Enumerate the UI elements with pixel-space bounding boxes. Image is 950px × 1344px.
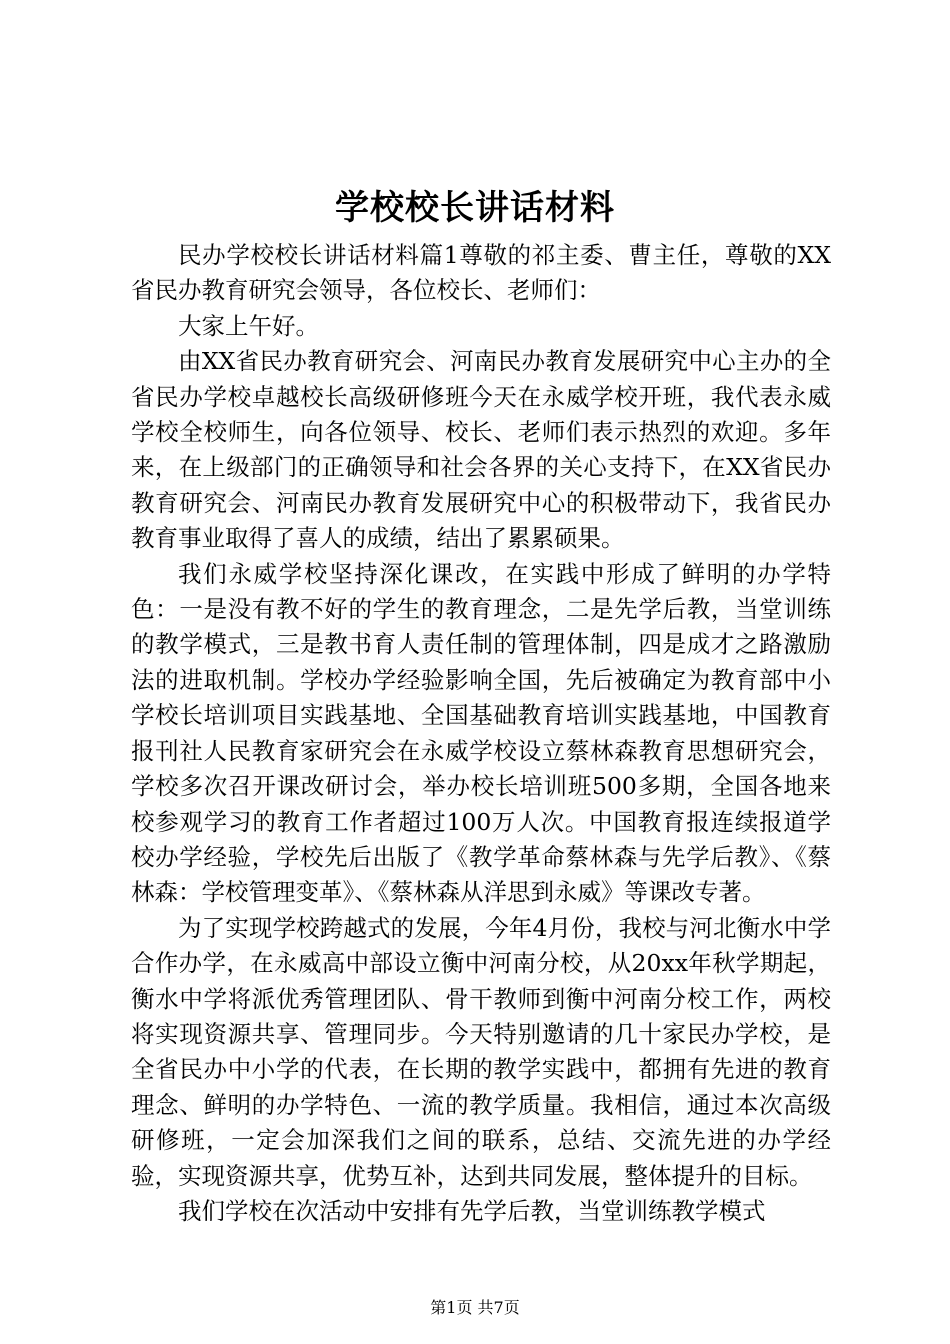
paragraph: 民办学校校长讲话材料篇1尊敬的祁主委、曹主任，尊敬的XX省民办教育研究会领导，各位校长、老师们：	[131, 241, 831, 305]
document-title: 学校校长讲话材料	[335, 188, 615, 228]
paragraph: 由XX省民办教育研究会、河南民办教育发展研究中心主办的全省民办学校卓越校长高级研修班今天在永威学校开班，我代表永威学校全校师生，向各位领导、校长、老师们表示热烈的欢迎。多年来，在上级部门的正确领导和社会各界的关心支持下，在XX省民办教育研究会、河南民办教育发展研究中心的积极带动下，我省民办教育事业取得了喜人的成绩，结出了累累硕果。	[131, 347, 831, 553]
paragraph: 我们永威学校坚持深化课改，在实践中形成了鲜明的办学特色：一是没有教不好的学生的教育理念，二是先学后教，当堂训练的教学模式，三是教书育人责任制的管理体制，四是成才之路激励法的进取机制。学校办学经验影响全国，先后被确定为教育部中小学校长培训项目实践基地、全国基础教育培训实践基地，中国教育报刊社人民教育家研究会在永威学校设立蔡林森教育思想研究会，学校多次召开课改研讨会，举办校长培训班500多期，全国各地来校参观学习的教育工作者超过100万人次。中国教育报连续报道学校办学经验，学校先后出版了《教学革命蔡林森与先学后教》、《蔡林森：学校管理变革》、《蔡林森从洋思到永威》等课改专著。	[131, 559, 831, 907]
paragraph: 大家上午好。	[178, 311, 319, 340]
document-body	[131, 238, 831, 1229]
paragraph: 为了实现学校跨越式的发展，今年4月份，我校与河北衡水中学合作办学，在永威高中部设立衡中河南分校，从20xx年秋学期起，衡水中学将派优秀管理团队、骨干教师到衡中河南分校工作，两校将实现资源共享、管理同步。今天特别邀请的几十家民办学校，是全省民办中小学的代表，在长期的教学实践中，都拥有先进的教育理念、鲜明的办学特色、一流的教学质量。我相信，通过本次高级研修班，一定会加深我们之间的联系，总结、交流先进的办学经验，实现资源共享，优势互补，达到共同发展，整体提升的目标。	[131, 913, 831, 1190]
page-footer: 第1页 共7页	[430, 1298, 520, 1317]
paragraph: 我们学校在次活动中安排有先学后教，当堂训练教学模式	[178, 1196, 766, 1225]
